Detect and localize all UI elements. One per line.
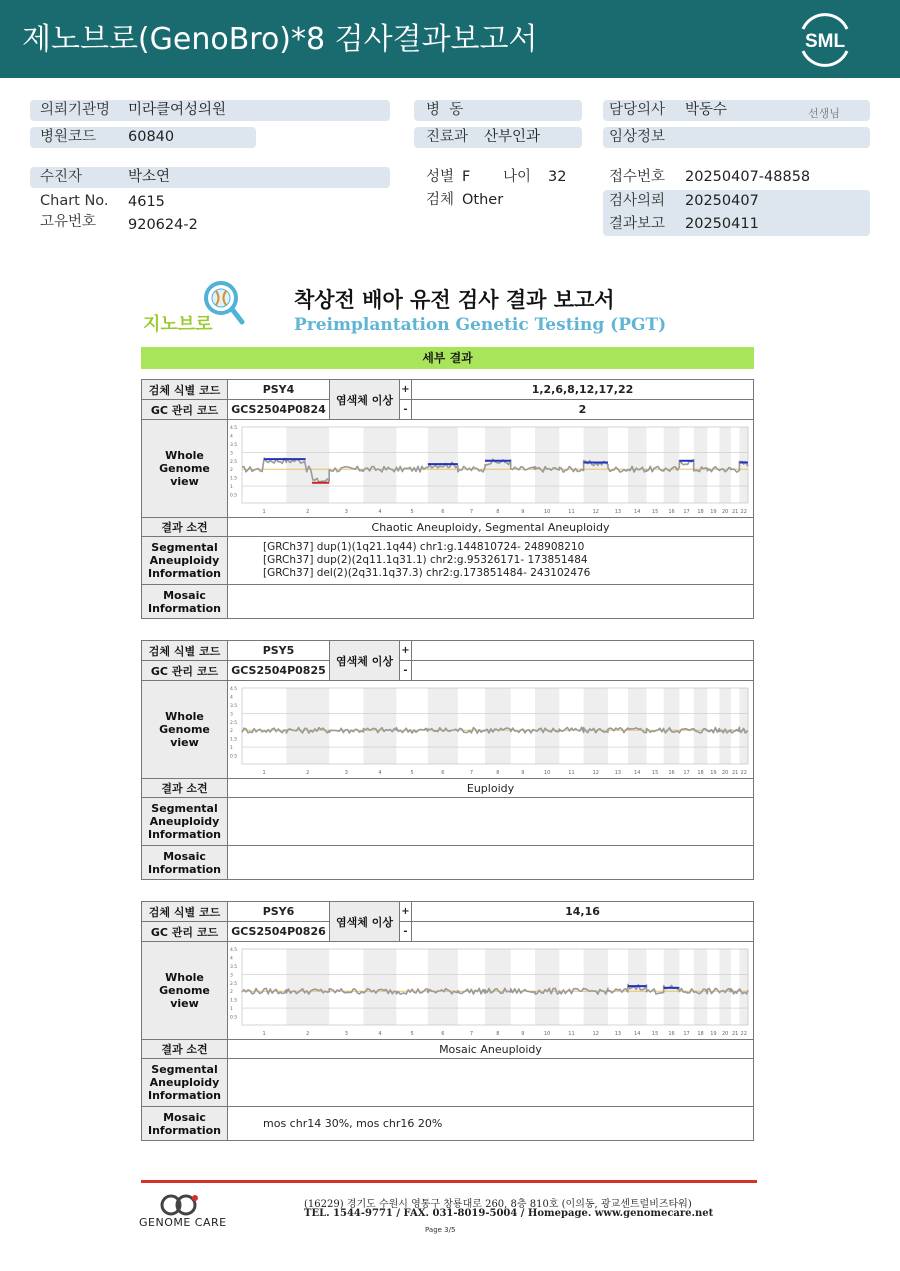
segmental-aneuploidy-label-line: Information (148, 1089, 221, 1102)
plus-sign: + (400, 641, 412, 661)
gc-code-label: GC 관리 코드 (142, 661, 228, 681)
chromosome-band (363, 949, 396, 1025)
y-tick-label: 4.5 (230, 686, 238, 692)
chromosome-abnormality-label: 염색체 이상 (330, 902, 400, 942)
chromosome-band (719, 427, 730, 503)
chromosome-band (664, 427, 680, 503)
patient-value: 박소연 (128, 169, 171, 185)
chromosome-label: 7 (469, 769, 474, 776)
company-name: GENOME CARE (139, 1216, 227, 1229)
chromosome-label: 22 (740, 508, 747, 515)
chromosome-label: 3 (344, 508, 348, 515)
chromosome-band (628, 427, 647, 503)
y-tick-label: 0.5 (230, 1015, 238, 1021)
hospital-code-label: 병원코드 (40, 129, 97, 145)
y-tick-label: 3.5 (230, 703, 238, 709)
result-value: Chaotic Aneuploidy, Segmental Aneuploidy (228, 518, 754, 537)
doctor-suffix: 선생님 (808, 107, 840, 120)
chromosome-label: 1 (262, 769, 266, 776)
gained-chromosomes: 1,2,6,8,12,17,22 (412, 380, 754, 400)
segmental-line: [GRCh37] dup(2)(2q11.1q31.1) chr2:g.95326171- 173851484 (263, 554, 588, 566)
gc-code-label: GC 관리 코드 (142, 922, 228, 942)
specimen-code-value: PSY5 (228, 641, 330, 661)
chromosome-label: 5 (410, 508, 414, 515)
pill-patient (30, 167, 390, 188)
y-tick-label: 1 (230, 484, 233, 490)
specimen-code-label: 검체 식별 코드 (142, 902, 228, 922)
y-tick-label: 3.5 (230, 442, 238, 448)
whole-genome-view-label-line: Whole (165, 710, 204, 723)
chromosome-label: 12 (592, 1030, 599, 1037)
chromosome-label: 8 (496, 508, 500, 515)
chromosome-label: 20 (721, 769, 729, 776)
specimen-code-label: 검체 식별 코드 (142, 380, 228, 400)
sml-logo (795, 11, 855, 67)
chromosome-band (694, 688, 708, 764)
chromosome-label: 16 (668, 508, 675, 515)
chromosome-band (739, 688, 748, 764)
chromosome-label: 18 (697, 769, 704, 776)
chromosome-label: 9 (521, 1030, 525, 1037)
chromosome-label: 19 (710, 1030, 717, 1037)
request-label: 검사의뢰 (609, 193, 666, 209)
chromosome-band (694, 949, 708, 1025)
chromosome-label: 9 (521, 508, 525, 515)
chromosome-band (286, 427, 329, 503)
y-tick-label: 1.5 (230, 998, 238, 1004)
plus-sign: + (400, 902, 412, 922)
whole-genome-view-label-line: Whole (165, 449, 204, 462)
chromosome-label: 7 (469, 1030, 474, 1037)
y-tick-label: 1.5 (230, 737, 238, 743)
mosaic-info-label-line: Mosaic (163, 588, 206, 602)
clinical-label: 임상정보 (609, 129, 666, 145)
segmental-info (228, 537, 754, 585)
doctor-value: 박동수 (685, 102, 728, 118)
chromosome-abnormality-label: 염색체 이상 (330, 380, 400, 420)
segmental-aneuploidy-label-line: Segmental (151, 541, 218, 554)
mosaic-info-label-line: Information (148, 1123, 221, 1137)
segmental-aneuploidy-label-line: Information (148, 828, 221, 841)
whole-genome-view-label-line: view (170, 736, 199, 749)
page-number: Page 3/5 (425, 1226, 456, 1234)
specimen-code-label: 검체 식별 코드 (142, 641, 228, 661)
y-tick-label: 3 (230, 450, 233, 456)
mosaic-info-label-line: Information (148, 601, 221, 615)
chromosome-label: 8 (496, 1030, 500, 1037)
y-tick-label: 3 (230, 711, 233, 717)
company-contact: TEL. 1544-9771 / FAX. 031-8019-5004 / Homepage. www.genomecare.net (304, 1208, 714, 1219)
whole-genome-view-label-line: view (170, 475, 199, 488)
chromosome-band (584, 949, 608, 1025)
plus-sign: + (400, 380, 412, 400)
y-tick-label: 4.5 (230, 947, 238, 953)
specimen-label: 검체 (426, 192, 455, 208)
chromosome-band (286, 949, 329, 1025)
chromosome-label: 9 (521, 769, 525, 776)
mosaic-info-label (142, 1107, 228, 1141)
dept-label: 진료과 (426, 129, 469, 145)
y-tick-label: 2.5 (230, 720, 238, 726)
segmental-aneuploidy-label-line: Aneuploidy (149, 815, 220, 828)
chromosome-label: 14 (634, 508, 641, 515)
age-label: 나이 (503, 169, 532, 185)
mosaic-info-label-line: Information (148, 862, 221, 876)
whole-genome-view-label-line: Genome (159, 462, 210, 475)
chart-no-value: 4615 (128, 194, 165, 210)
whole-genome-chart (228, 421, 755, 517)
chromosome-label: 2 (306, 508, 310, 515)
chromosome-label: 4 (378, 1030, 382, 1037)
chromosome-band (485, 949, 511, 1025)
gained-chromosomes (412, 641, 754, 661)
whole-genome-view-label (142, 420, 228, 518)
report-header (0, 0, 900, 78)
mosaic-info-label (142, 846, 228, 880)
chromosome-label: 5 (410, 769, 414, 776)
unique-id-value: 920624-2 (128, 217, 198, 233)
result-label: 결과 소견 (142, 518, 228, 537)
report-date-label: 결과보고 (609, 216, 666, 232)
segmental-aneuploidy-label-line: Information (148, 567, 221, 580)
chromosome-label: 14 (634, 769, 641, 776)
chromosome-label: 4 (378, 769, 382, 776)
chromosome-label: 3 (344, 1030, 348, 1037)
chromosome-label: 15 (651, 769, 659, 776)
mosaic-info: mos chr14 30%, mos chr16 20% (228, 1107, 754, 1141)
chromosome-label: 15 (651, 1030, 659, 1037)
sample-table-psy4 (141, 379, 754, 619)
chromosome-band (428, 688, 458, 764)
whole-genome-view-label (142, 681, 228, 779)
y-tick-label: 4 (230, 433, 233, 439)
dept-value: 산부인과 (484, 129, 541, 145)
chromosome-label: 22 (740, 769, 747, 776)
whole-genome-view-label (142, 942, 228, 1040)
report-subtitle: Preimplantation Genetic Testing (PGT) (294, 315, 667, 335)
y-tick-label: 1.5 (230, 476, 238, 482)
y-tick-label: 1 (230, 1006, 233, 1012)
institution-label: 의뢰기관명 (40, 102, 111, 118)
chromosome-label: 15 (651, 508, 659, 515)
report-header-title: 제노브로(GenoBro)*8 검사결과보고서 (22, 22, 538, 57)
gc-code-value: GCS2504P0825 (228, 661, 330, 681)
sex-value: F (462, 169, 471, 185)
chromosome-label: 13 (614, 508, 622, 515)
chromosome-label: 13 (614, 1030, 622, 1037)
mosaic-info-label (142, 585, 228, 619)
chromosome-label: 17 (683, 1030, 690, 1037)
chromosome-label: 21 (731, 769, 739, 776)
chromosome-label: 5 (410, 1030, 414, 1037)
patient-label: 수진자 (40, 169, 83, 185)
y-tick-label: 2 (230, 728, 233, 734)
y-tick-label: 2 (230, 989, 233, 995)
report-date-value: 20250411 (685, 216, 759, 232)
chart-no-label: Chart No. (40, 193, 109, 209)
y-tick-label: 4 (230, 955, 233, 961)
result-value: Euploidy (228, 779, 754, 798)
whole-genome-chart (228, 943, 755, 1039)
chromosome-label: 4 (378, 508, 382, 515)
whole-genome-chart (228, 682, 755, 778)
chromosome-label: 19 (710, 769, 717, 776)
hospital-code-value: 60840 (128, 129, 175, 145)
sex-label: 성별 (426, 169, 455, 185)
segmental-line: [GRCh37] del(2)(2q31.1q37.3) chr2:g.173851484- 243102476 (263, 567, 591, 579)
whole-genome-view-label-line: view (170, 997, 199, 1010)
whole-genome-chart-cell (228, 942, 754, 1040)
section-detail-results: 세부 결과 (141, 347, 754, 369)
whole-genome-chart-cell (228, 681, 754, 779)
report-title: 착상전 배아 유전 검사 결과 보고서 (294, 288, 615, 312)
y-tick-label: 1 (230, 745, 233, 751)
chromosome-label: 11 (568, 1030, 575, 1037)
chromosome-band (628, 688, 647, 764)
specimen-value: Other (462, 192, 504, 208)
chromosome-label: 12 (592, 769, 599, 776)
chromosome-label: 22 (740, 1030, 747, 1037)
chromosome-abnormality-label: 염색체 이상 (330, 641, 400, 681)
chromosome-label: 13 (614, 769, 622, 776)
chromosome-band (363, 427, 396, 503)
chromosome-band (584, 427, 608, 503)
mosaic-info-label-line: Mosaic (163, 1110, 206, 1124)
age-value: 32 (548, 169, 567, 185)
mosaic-info-label-line: Mosaic (163, 849, 206, 863)
footer-divider (141, 1180, 757, 1183)
doctor-label: 담당의사 (609, 102, 666, 118)
segmental-aneuploidy-label (142, 798, 228, 846)
unique-id-label: 고유번호 (40, 214, 97, 230)
sample-table-psy5 (141, 640, 754, 880)
chromosome-label: 11 (568, 769, 575, 776)
chromosome-label: 12 (592, 508, 599, 515)
chromosome-label: 11 (568, 508, 575, 515)
sample-table-psy6 (141, 901, 754, 1141)
chromosome-label: 3 (344, 769, 348, 776)
chromosome-label: 20 (721, 508, 729, 515)
chromosome-label: 17 (683, 508, 690, 515)
chromosome-band (719, 688, 730, 764)
lost-chromosomes: 2 (412, 400, 754, 420)
chromosome-band (363, 688, 396, 764)
chromosome-label: 21 (731, 1030, 739, 1037)
y-tick-label: 2 (230, 467, 233, 473)
y-tick-label: 4 (230, 694, 233, 700)
segmental-line: [GRCh37] dup(1)(1q21.1q44) chr1:g.144810724- 248908210 (263, 541, 585, 553)
gc-code-value: GCS2504P0824 (228, 400, 330, 420)
lost-chromosomes (412, 661, 754, 681)
ward-label: 병 동 (426, 102, 464, 118)
whole-genome-view-label-line: Whole (165, 971, 204, 984)
chromosome-label: 20 (721, 1030, 729, 1037)
lost-chromosomes (412, 922, 754, 942)
segmental-info (228, 798, 754, 846)
chromosome-band (485, 688, 511, 764)
result-value: Mosaic Aneuploidy (228, 1040, 754, 1059)
chromosome-label: 6 (441, 508, 445, 515)
chromosome-band (739, 949, 748, 1025)
gc-code-label: GC 관리 코드 (142, 400, 228, 420)
chromosome-label: 2 (306, 1030, 310, 1037)
segmental-aneuploidy-label (142, 1059, 228, 1107)
chromosome-label: 6 (441, 1030, 445, 1037)
chromosome-label: 10 (543, 508, 551, 515)
chromosome-band (286, 688, 329, 764)
chromosome-label: 14 (634, 1030, 641, 1037)
y-tick-label: 3.5 (230, 964, 238, 970)
minus-sign: - (400, 400, 412, 420)
mosaic-info (228, 846, 754, 880)
request-value: 20250407 (685, 193, 759, 209)
mosaic-info (228, 585, 754, 619)
chromosome-band (664, 688, 680, 764)
chromosome-band (535, 427, 559, 503)
chromosome-label: 18 (697, 508, 704, 515)
y-tick-label: 2.5 (230, 981, 238, 987)
gained-chromosomes: 14,16 (412, 902, 754, 922)
chromosome-band (428, 949, 458, 1025)
genobro-logo-text: 지노브로 (143, 314, 213, 335)
chromosome-label: 2 (306, 769, 310, 776)
genobro-logo (141, 276, 253, 336)
chromosome-label: 6 (441, 769, 445, 776)
segmental-aneuploidy-label (142, 537, 228, 585)
segmental-aneuploidy-label-line: Aneuploidy (149, 1076, 220, 1089)
y-tick-label: 3 (230, 972, 233, 978)
receipt-value: 20250407-48858 (685, 169, 811, 185)
chromosome-label: 16 (668, 1030, 675, 1037)
chromosome-label: 8 (496, 769, 500, 776)
chromosome-label: 1 (262, 1030, 266, 1037)
y-tick-label: 0.5 (230, 493, 238, 499)
segmental-aneuploidy-label-line: Segmental (151, 802, 218, 815)
receipt-label: 접수번호 (609, 169, 666, 185)
whole-genome-view-label-line: Genome (159, 984, 210, 997)
segmental-aneuploidy-label-line: Aneuploidy (149, 554, 220, 567)
specimen-code-value: PSY4 (228, 380, 330, 400)
institution-value: 미라클여성의원 (128, 102, 227, 118)
segmental-info (228, 1059, 754, 1107)
sml-logo-text: SML (804, 31, 846, 52)
segmental-aneuploidy-label-line: Segmental (151, 1063, 218, 1076)
chromosome-label: 7 (469, 508, 474, 515)
chromosome-band (535, 949, 559, 1025)
minus-sign: - (400, 661, 412, 681)
minus-sign: - (400, 922, 412, 942)
chromosome-label: 16 (668, 769, 675, 776)
chromosome-band (584, 688, 608, 764)
company-address: (16229) 경기도 수원시 영통구 창룡대로 260, 8층 810호 (이의동, 광교센트럴비즈타워) (304, 1199, 692, 1210)
whole-genome-view-label-line: Genome (159, 723, 210, 736)
result-label: 결과 소견 (142, 779, 228, 798)
y-tick-label: 0.5 (230, 754, 238, 760)
chromosome-label: 1 (262, 508, 266, 515)
whole-genome-chart-cell (228, 420, 754, 518)
chromosome-band (535, 688, 559, 764)
y-tick-label: 4.5 (230, 425, 238, 431)
chromosome-label: 21 (731, 508, 739, 515)
chromosome-label: 19 (710, 508, 717, 515)
specimen-code-value: PSY6 (228, 902, 330, 922)
chromosome-label: 10 (543, 1030, 551, 1037)
y-tick-label: 2.5 (230, 459, 238, 465)
gc-code-value: GCS2504P0826 (228, 922, 330, 942)
chromosome-label: 10 (543, 769, 551, 776)
chromosome-band (719, 949, 730, 1025)
result-label: 결과 소견 (142, 1040, 228, 1059)
chromosome-label: 18 (697, 1030, 704, 1037)
chromosome-band (694, 427, 708, 503)
chromosome-label: 17 (683, 769, 690, 776)
